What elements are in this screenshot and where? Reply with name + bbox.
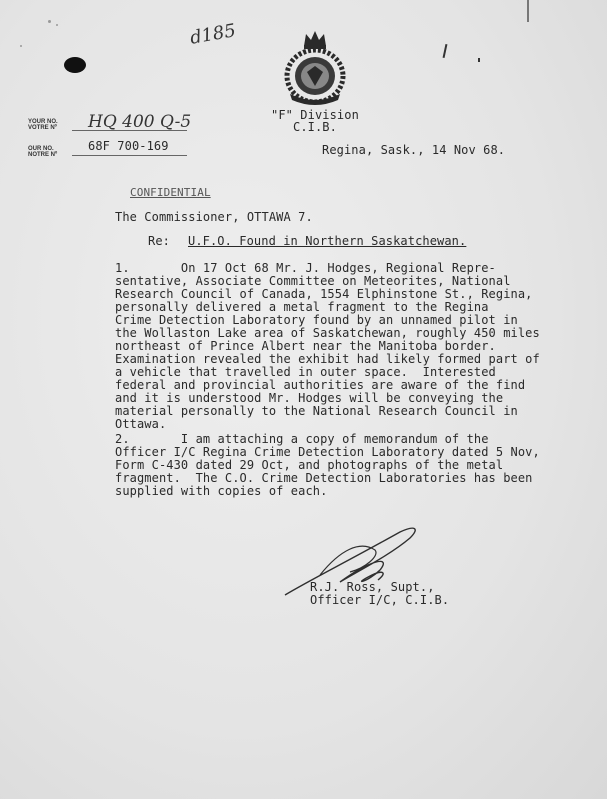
pencil-mark [478, 58, 480, 62]
your-no-value: HQ 400 Q-5 [88, 112, 192, 132]
paragraph-2-line: Form C-430 dated 29 Oct, and photographs of the metal [115, 458, 504, 472]
rcmp-crest-icon [280, 28, 350, 106]
paragraph-1-line: Examination revealed the exhibit had likely formed part of [115, 352, 540, 366]
paragraph-1-line: a vehicle that travelled in outer space. Interested [115, 365, 496, 379]
subject-line: U.F.O. Found in Northern Saskatchewan. [188, 234, 467, 248]
our-no-label-en: OUR NO. [28, 146, 54, 152]
our-no-label [28, 146, 57, 158]
addressee: The Commissioner, OTTAWA 7. [115, 210, 313, 224]
signature-line-2: Officer I/C, C.I.B. [310, 593, 450, 607]
your-no-label-en: YOUR NO. [28, 119, 58, 125]
our-no-value: 68F 700-169 [88, 139, 169, 153]
paragraph-1-line: material personally to the National Research Council in [115, 404, 518, 418]
paragraph-2-line: fragment. The C.O. Crime Detection Laboratories has been [115, 471, 533, 485]
signature-line-1: R.J. Ross, Supt., [310, 580, 435, 594]
paragraph-2-line: Officer I/C Regina Crime Detection Laboratory dated 5 Nov, [115, 445, 540, 459]
place-date: Regina, Sask., 14 Nov 68. [322, 143, 506, 157]
punch-hole [64, 57, 86, 73]
speck [48, 20, 51, 23]
classification-stamp: CONFIDENTIAL [130, 186, 211, 199]
pencil-mark [443, 44, 448, 58]
our-no-line [72, 155, 187, 156]
paragraph-1-line: the Wollaston Lake area of Saskatchewan, roughly 450 miles [115, 326, 540, 340]
edge-mark [527, 0, 529, 22]
paragraph-1-line: and it is understood Mr. Hodges will be conveying the [115, 391, 504, 405]
paragraph-1-line: Ottawa. [115, 417, 167, 431]
paragraph-1 [115, 262, 540, 431]
paragraph-1-line: northeast of Prince Albert near the Manitoba border. [115, 339, 496, 353]
your-no-label-fr: VOTRE Nº [28, 125, 57, 131]
speck [20, 45, 22, 47]
our-no-label-fr: NOTRE Nº [28, 152, 58, 158]
your-no-label [28, 119, 58, 131]
division-line: "F" Division [271, 108, 359, 122]
paragraph-2-line: supplied with copies of each. [115, 484, 328, 498]
paragraph-1-line: sentative, Associate Committee on Meteorites, National [115, 274, 511, 288]
speck [56, 24, 58, 26]
paragraph-1-line: personally delivered a metal fragment to the Regina [115, 300, 489, 314]
paragraph-1-line: 1. On 17 Oct 68 Mr. J. Hodges, Regional Repre- [115, 261, 496, 275]
paragraph-1-line: Research Council of Canada, 1554 Elphinstone St., Regina, [115, 287, 533, 301]
paragraph-1-line: Crime Detection Laboratory found by an unnamed pilot in [115, 313, 518, 327]
subject-prefix: Re: [148, 234, 170, 248]
branch-line: C.I.B. [293, 120, 337, 134]
handwritten-reference: d185 [188, 20, 238, 49]
paragraph-2-line: 2. I am attaching a copy of memorandum of the [115, 432, 489, 446]
paragraph-2 [115, 433, 540, 498]
paragraph-1-line: federal and provincial authorities are aware of the find [115, 378, 526, 392]
